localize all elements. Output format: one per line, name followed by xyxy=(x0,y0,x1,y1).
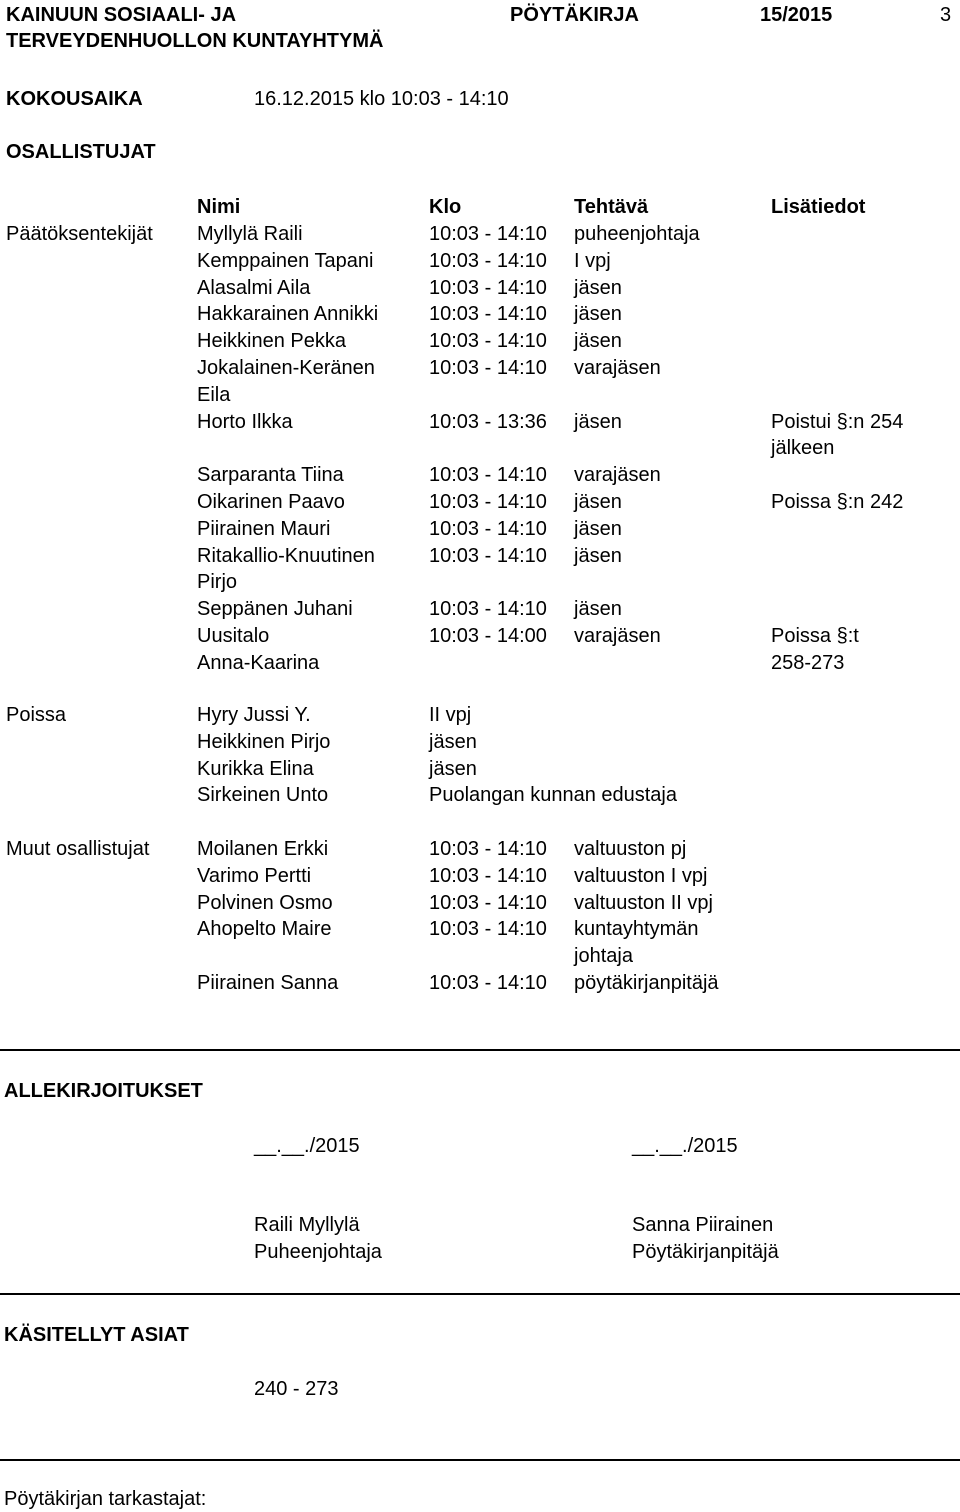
participant-note: Poistui §:n 254 xyxy=(771,410,904,433)
signature-left-date: __.__./2015 xyxy=(254,1135,360,1157)
participant-name: Sirkeinen Unto xyxy=(197,784,329,807)
participant-time: 10:03 - 14:10 xyxy=(429,918,547,941)
participant-name: Piirainen Mauri xyxy=(197,517,331,540)
group-label: Poissa xyxy=(6,704,67,726)
participant-time: 10:03 - 14:10 xyxy=(429,544,547,567)
participant-name: Kurikka Elina xyxy=(197,757,314,780)
participant-role: jäsen xyxy=(574,330,622,353)
participant-name: Oikarinen Paavo xyxy=(197,491,345,513)
org-name-line2: TERVEYDENHUOLLON KUNTAYHTYMÄ xyxy=(6,30,384,52)
participant-name: Hyry Jussi Y. xyxy=(197,704,311,726)
participant-note: jälkeen xyxy=(771,437,835,460)
participant-time: 10:03 - 14:10 xyxy=(429,838,547,860)
divider xyxy=(0,1293,960,1295)
participant-time: 10:03 - 14:10 xyxy=(429,517,547,540)
participant-name: Polvinen Osmo xyxy=(197,891,333,914)
participant-time: 10:03 - 13:36 xyxy=(429,410,547,433)
participant-time: 10:03 - 14:10 xyxy=(429,864,547,887)
meeting-time-value: 16.12.2015 klo 10:03 - 14:10 xyxy=(254,88,509,110)
participant-role: jäsen xyxy=(429,730,477,753)
participant-time: 10:03 - 14:00 xyxy=(429,625,547,647)
participant-time: 10:03 - 14:10 xyxy=(429,223,547,245)
participant-role: varajäsen xyxy=(574,464,661,487)
participant-time: 10:03 - 14:10 xyxy=(429,972,547,994)
participant-note: Poissa §:n 242 xyxy=(771,491,904,513)
participant-name: Heikkinen Pirjo xyxy=(197,730,331,753)
participant-name: Pirjo xyxy=(197,571,238,594)
participants-heading: OSALLISTUJAT xyxy=(6,141,156,163)
participant-time: 10:03 - 14:10 xyxy=(429,357,547,379)
signatures-heading: ALLEKIRJOITUKSET xyxy=(4,1080,203,1102)
column-header-name: Nimi xyxy=(197,196,241,218)
participant-role: jäsen xyxy=(574,598,622,621)
column-header-role: Tehtävä xyxy=(574,196,649,218)
participant-time: 10:03 - 14:10 xyxy=(429,249,547,272)
participant-name: Eila xyxy=(197,383,231,406)
matters-heading: KÄSITELLYT ASIAT xyxy=(4,1324,189,1346)
participant-name: Uusitalo xyxy=(197,625,270,647)
meeting-time-label: KOKOUSAIKA xyxy=(6,88,143,110)
signature-right-name: Sanna Piirainen xyxy=(632,1214,774,1236)
participant-time: 10:03 - 14:10 xyxy=(429,598,547,621)
participant-role: varajäsen xyxy=(574,625,661,647)
participant-time: 10:03 - 14:10 xyxy=(429,303,547,326)
matters-value: 240 - 273 xyxy=(254,1378,339,1400)
participant-role: jäsen xyxy=(429,757,477,780)
org-name-line1: KAINUUN SOSIAALI- JA xyxy=(6,4,237,26)
group-label: Päätöksentekijät xyxy=(6,223,153,245)
participant-name: Hakkarainen Annikki xyxy=(197,303,379,326)
participant-time: 10:03 - 14:10 xyxy=(429,891,547,914)
signature-left-name: Raili Myllylä xyxy=(254,1214,360,1236)
participant-name: Sarparanta Tiina xyxy=(197,464,344,487)
divider xyxy=(0,1049,960,1051)
participant-role: jäsen xyxy=(574,491,622,513)
participant-role: johtaja xyxy=(574,945,633,968)
group-label: Muut osallistujat xyxy=(6,838,150,860)
participant-time: 10:03 - 14:10 xyxy=(429,276,547,299)
document-number: 15/2015 xyxy=(760,4,833,26)
participant-time: 10:03 - 14:10 xyxy=(429,491,547,513)
participant-role: jäsen xyxy=(574,544,622,567)
participant-role: jäsen xyxy=(574,410,622,433)
participant-role: puheenjohtaja xyxy=(574,223,700,245)
participant-name: Ahopelto Maire xyxy=(197,918,332,941)
participant-name: Moilanen Erkki xyxy=(197,838,329,860)
participant-role: valtuuston I vpj xyxy=(574,864,708,887)
participant-name: Anna-Kaarina xyxy=(197,651,320,674)
participant-role: jäsen xyxy=(574,303,622,326)
participant-role: kuntayhtymän xyxy=(574,918,699,941)
divider xyxy=(0,1459,960,1461)
participant-role: I vpj xyxy=(574,249,611,272)
participant-role: jäsen xyxy=(574,276,622,299)
participant-role: II vpj xyxy=(429,704,472,726)
document-type: PÖYTÄKIRJA xyxy=(510,4,639,26)
column-header-time: Klo xyxy=(429,196,462,218)
signature-right-date: __.__./2015 xyxy=(632,1135,738,1157)
column-header-notes: Lisätiedot xyxy=(771,196,866,218)
participant-name: Jokalainen-Keränen xyxy=(197,357,375,379)
participant-name: Varimo Pertti xyxy=(197,864,312,887)
signature-left-title: Puheenjohtaja xyxy=(254,1241,382,1263)
participant-note: 258-273 xyxy=(771,651,845,674)
participant-name: Piirainen Sanna xyxy=(197,972,339,994)
participant-time: 10:03 - 14:10 xyxy=(429,464,547,487)
participant-role: valtuuston II vpj xyxy=(574,891,713,914)
participant-name: Alasalmi Aila xyxy=(197,276,311,299)
review-label: Pöytäkirjan tarkastajat: xyxy=(4,1488,207,1510)
page-number: 3 xyxy=(940,4,952,26)
signature-right-title: Pöytäkirjanpitäjä xyxy=(632,1241,779,1263)
participant-name: Heikkinen Pekka xyxy=(197,330,346,353)
participant-name: Myllylä Raili xyxy=(197,223,303,245)
participant-role: valtuuston pj xyxy=(574,838,687,860)
participant-role: jäsen xyxy=(574,517,622,540)
participant-name: Ritakallio-Knuutinen xyxy=(197,544,375,567)
participant-name: Kemppainen Tapani xyxy=(197,249,374,272)
participant-time: 10:03 - 14:10 xyxy=(429,330,547,353)
participant-role: pöytäkirjanpitäjä xyxy=(574,972,719,994)
participant-role: Puolangan kunnan edustaja xyxy=(429,784,677,807)
participant-name: Seppänen Juhani xyxy=(197,598,353,621)
participant-name: Horto Ilkka xyxy=(197,410,293,433)
participant-role: varajäsen xyxy=(574,357,661,379)
participant-note: Poissa §:t xyxy=(771,625,859,647)
